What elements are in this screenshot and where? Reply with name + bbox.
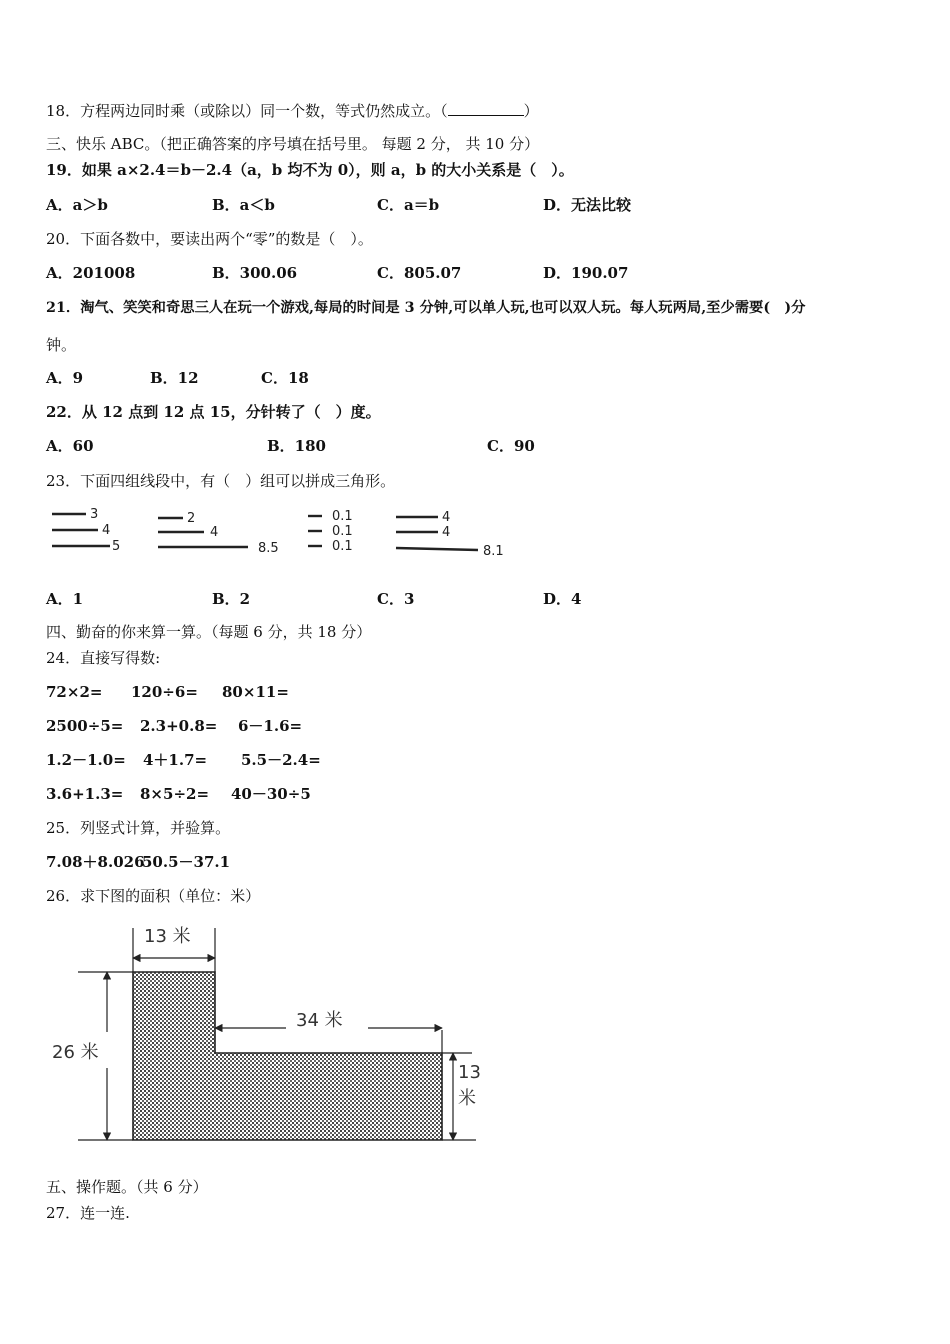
calc-item: 6－1.6= bbox=[238, 717, 303, 735]
segment-label: 8.5 bbox=[258, 541, 279, 556]
segment-label: 4 bbox=[442, 525, 451, 540]
top-width-label: 13 米 bbox=[144, 926, 191, 947]
question-21-line1: 21．淘气、笑笑和奇思三人在玩一个游戏,每局的时间是 3 分钟,可以单人玩,也可以双人玩。每人玩两局,至少需要( )分 bbox=[46, 300, 806, 316]
q22-option-c[interactable]: C．90 bbox=[487, 437, 535, 455]
q23-option-b[interactable]: B．2 bbox=[212, 590, 251, 608]
section-5-title: 五、操作题。（共 6 分） bbox=[46, 1178, 208, 1196]
question-18 bbox=[46, 101, 539, 121]
segment-label: 3 bbox=[90, 507, 99, 522]
section-4-title: 四、勤奋的你来算一算。（每题 6 分，共 18 分） bbox=[46, 623, 372, 641]
segment-label: 5 bbox=[112, 539, 121, 554]
calc-item: 40－30÷5 bbox=[231, 785, 311, 803]
q21-option-b[interactable]: B．12 bbox=[150, 369, 199, 387]
question-22-text: 22．从 12 点到 12 点 15，分针转了（ ）度。 bbox=[46, 403, 381, 421]
calc-item: 2.3+0.8= bbox=[140, 717, 218, 735]
q23-option-c[interactable]: C．3 bbox=[377, 590, 415, 608]
q22-option-a[interactable]: A．60 bbox=[46, 437, 94, 455]
segment-label: 8.1 bbox=[483, 544, 504, 559]
segment-label: 0.1 bbox=[332, 524, 353, 539]
segment-label: 4 bbox=[442, 510, 451, 525]
vertical-calc-expr: 7.08＋8.026 bbox=[46, 853, 145, 871]
question-27-text: 27．连一连. bbox=[46, 1204, 130, 1222]
question-21-line2: 钟。 bbox=[46, 336, 77, 354]
section-3-title: 三、快乐 ABC。（把正确答案的序号填在括号里。 每题 2 分， 共 10 分） bbox=[46, 135, 540, 153]
segment-line bbox=[396, 548, 478, 550]
calc-item: 72×2= bbox=[46, 683, 103, 701]
segment-label: 0.1 bbox=[332, 539, 353, 554]
q21-option-a[interactable]: A．9 bbox=[46, 369, 84, 387]
segment-label: 4 bbox=[210, 525, 219, 540]
question-19-text: 19．如果 a×2.4＝b－2.4（a，b 均不为 0），则 a，b 的大小关系是（ ）。 bbox=[46, 161, 574, 179]
q19-option-d[interactable]: D．无法比较 bbox=[543, 196, 632, 214]
question-18-close: ） bbox=[523, 102, 539, 120]
calc-item: 8×5÷2= bbox=[140, 785, 210, 803]
question-18-text: 18．方程两边同时乘（或除以）同一个数，等式仍然成立。（ bbox=[46, 102, 448, 120]
question-24-text: 24．直接写得数: bbox=[46, 649, 161, 667]
q20-option-b[interactable]: B．300.06 bbox=[212, 264, 298, 282]
calc-item: 80×11= bbox=[222, 683, 289, 701]
segment-label: 0.1 bbox=[332, 509, 353, 524]
left-height-label: 26 米 bbox=[52, 1042, 99, 1063]
calc-item: 120÷6= bbox=[131, 683, 198, 701]
q23-option-d[interactable]: D．4 bbox=[543, 590, 582, 608]
q19-option-a[interactable]: A．a＞b bbox=[46, 196, 108, 214]
right-height-number: 13 bbox=[458, 1062, 481, 1083]
q22-option-b[interactable]: B．180 bbox=[267, 437, 326, 455]
vertical-calc-expr: 50.5－37.1 bbox=[142, 853, 231, 871]
q19-option-c[interactable]: C．a＝b bbox=[377, 196, 440, 214]
segment-groups-figure bbox=[40, 502, 520, 564]
area-figure bbox=[40, 918, 500, 1158]
q21-option-c[interactable]: C．18 bbox=[261, 369, 309, 387]
question-26-text: 26．求下图的面积（单位：米） bbox=[46, 887, 261, 905]
q20-option-c[interactable]: C．805.07 bbox=[377, 264, 462, 282]
calc-item: 4＋1.7= bbox=[143, 751, 208, 769]
calc-item: 2500÷5= bbox=[46, 717, 124, 735]
calc-item: 3.6+1.3= bbox=[46, 785, 124, 803]
right-height-unit: 米 bbox=[458, 1088, 476, 1109]
q20-option-a[interactable]: A．201008 bbox=[46, 264, 136, 282]
question-20-text: 20．下面各数中，要读出两个“零”的数是（ ）。 bbox=[46, 230, 373, 248]
answer-blank[interactable] bbox=[448, 101, 524, 116]
segment-label: 4 bbox=[102, 523, 111, 538]
calc-item: 5.5－2.4= bbox=[241, 751, 321, 769]
l-shape bbox=[133, 972, 442, 1140]
q19-option-b[interactable]: B．a＜b bbox=[212, 196, 275, 214]
question-23-text: 23．下面四组线段中，有（ ）组可以拼成三角形。 bbox=[46, 472, 396, 490]
q23-option-a[interactable]: A．1 bbox=[46, 590, 84, 608]
segment-label: 2 bbox=[187, 511, 196, 526]
right-width-label: 34 米 bbox=[296, 1010, 343, 1031]
question-25-text: 25．列竖式计算，并验算。 bbox=[46, 819, 231, 837]
calc-item: 1.2－1.0= bbox=[46, 751, 126, 769]
q20-option-d[interactable]: D．190.07 bbox=[543, 264, 629, 282]
